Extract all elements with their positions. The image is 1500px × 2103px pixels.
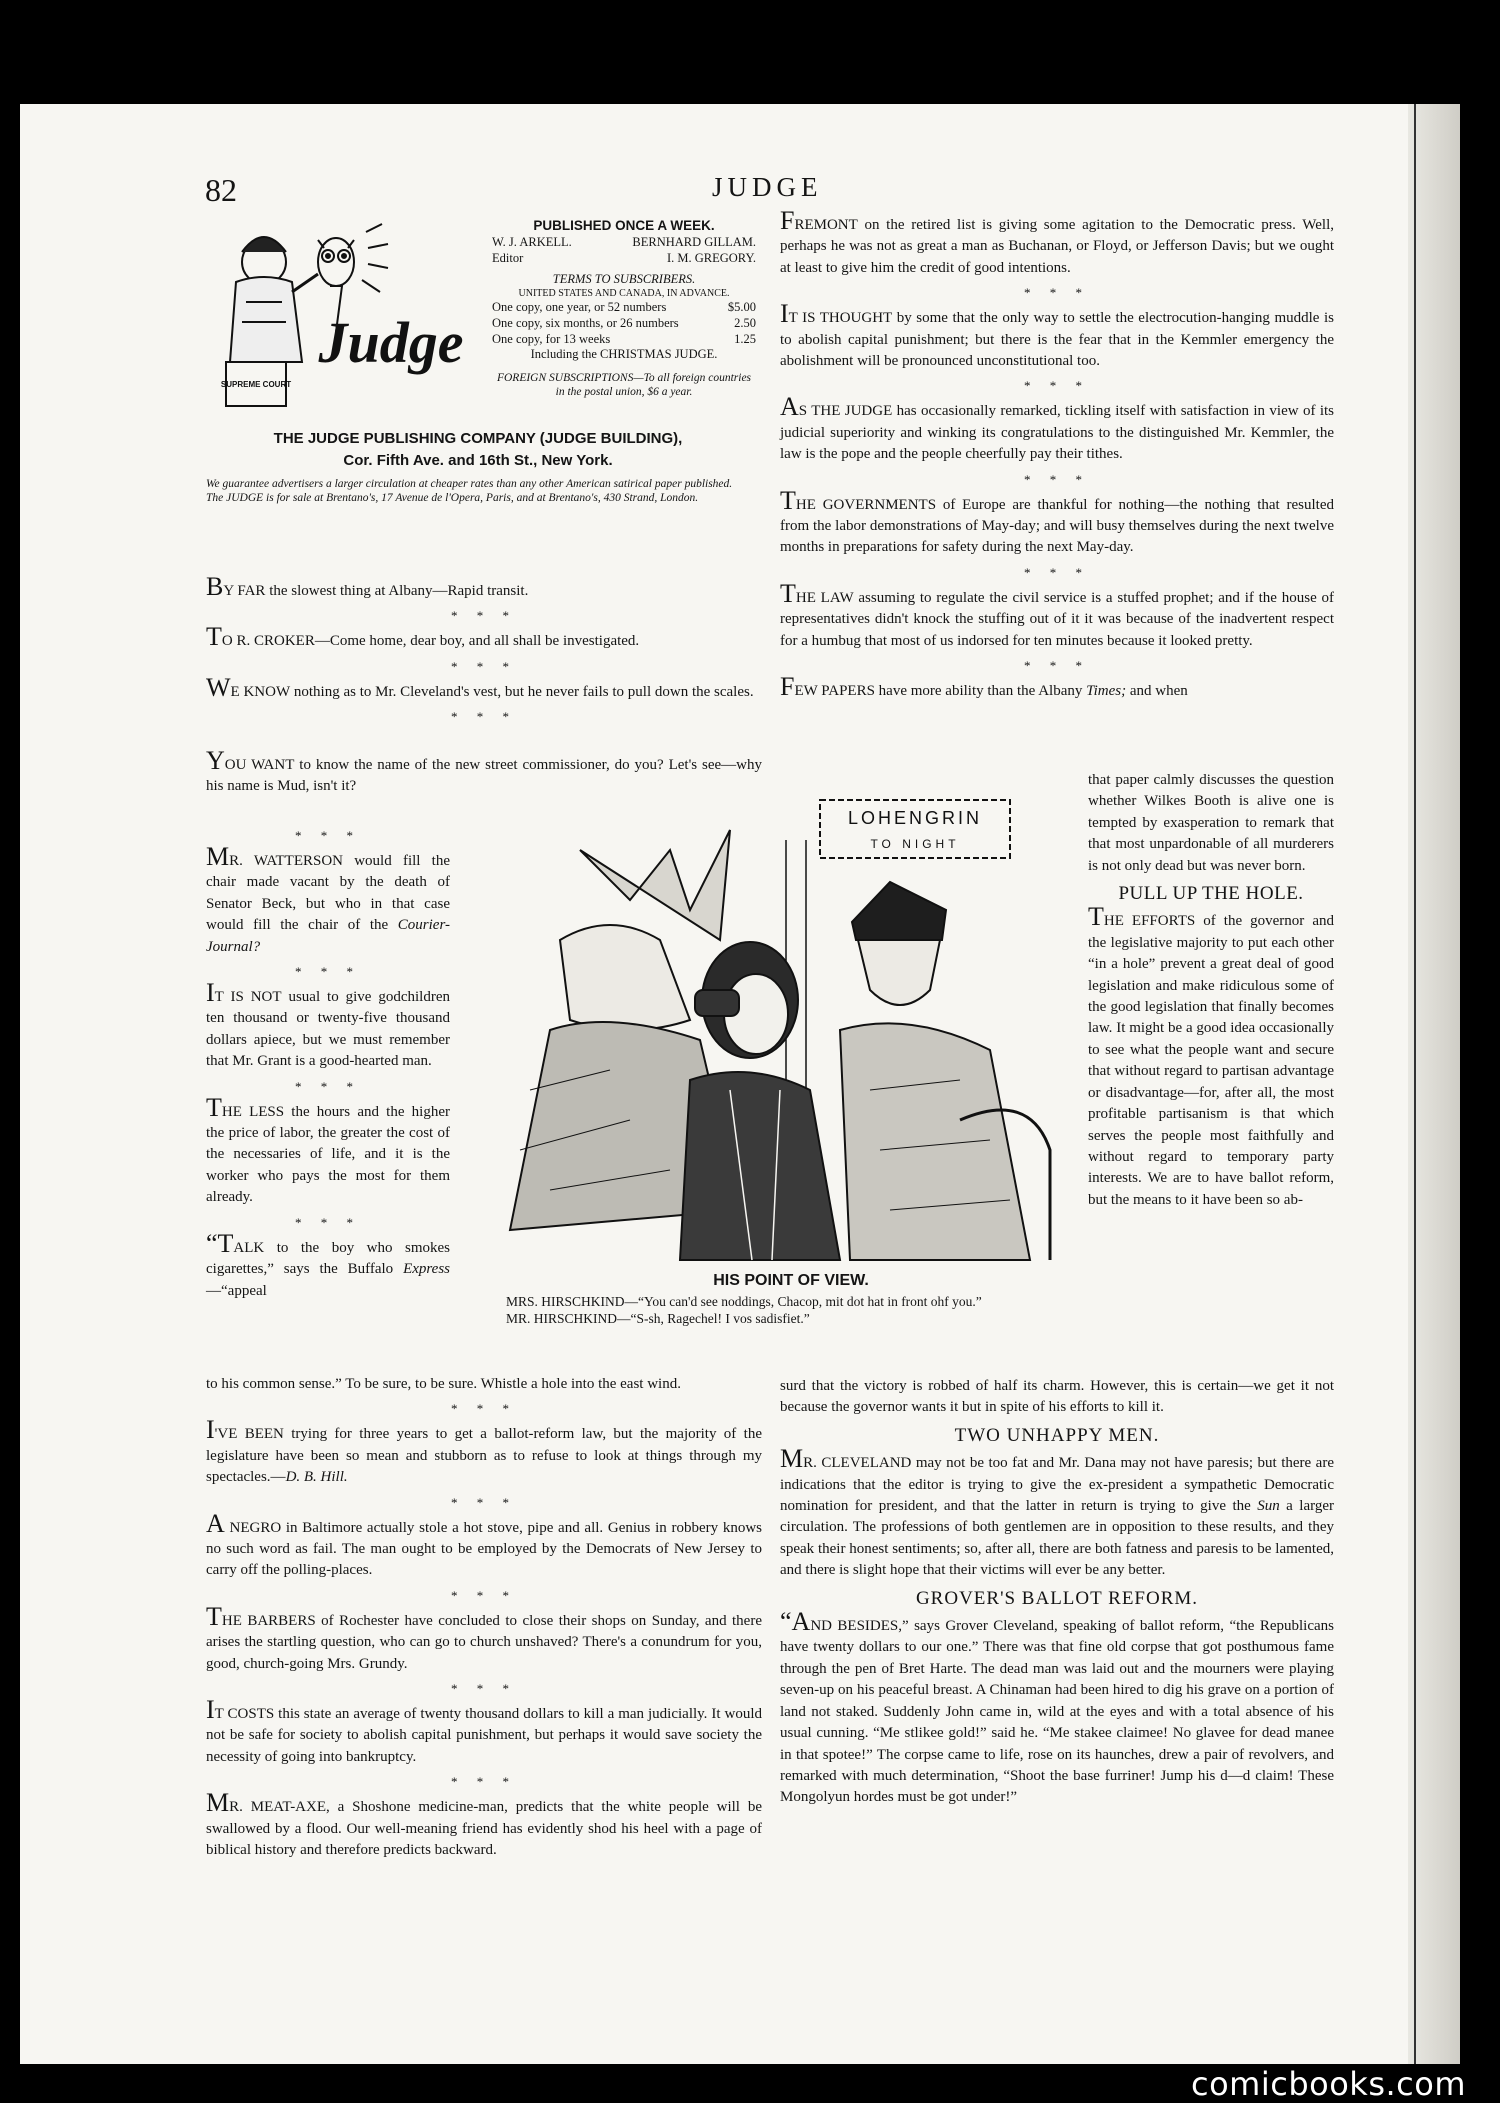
item-croker: TO R. CROKER—Come home, dear boy, and all shall be investigated. [206, 622, 640, 652]
item-grovers-ballot-reform: “AND BESIDES,” says Grover Cleveland, speaking of ballot reform, “the Republicans have twenty dollars to our one.” There was that fine old corpse that got posthumous fame through the pen of Bret Harte. The dead man was laid out and the mourners were playing seven-up on his peaceful breast. A Chinaman had been hired to dig his grave on a portion of land not staked. Suddenly John came in, wild at the eyes and with a total absence of his usual cunning. “Me stlikee gold!” said he. “Me stakee claimee! No glavee for dead manee in that spotee!” The corpse came to life, rose on its haunches, drew a pair of revolvers, and remarked with much determination, “Shoot the base furriner! Jump his d—d claim! These Mongolyun hordes must be got under!” [780, 1607, 1335, 1806]
item-pull-up-the-hole-cont: surd that the victory is robbed of half its charm. However, this is certain—we get it not because the governor wants it but in spite of his efforts to kill it. [780, 1378, 1334, 1416]
separator-stars: * * * [1024, 378, 1090, 394]
crate-label: SUPREME COURT [220, 380, 292, 389]
item-governments: THE GOVERNMENTS of Europe are thankful for nothing—the nothing that resulted from the labor demonstrations of May-day; and will busy themselves during the next twelve months in preparations for safety during the next May-day. [780, 485, 1334, 556]
separator-stars: * * * [451, 1494, 517, 1510]
item-civil-service: THE LAW assuming to regulate the civil service is a stuffed prophet; and if the house of representatives didn't knock the stuffing out of it it was because of the inadvertent respect for a humbug that most of us indorsed for ten minutes because it looked pretty. [780, 578, 1335, 649]
heading-pull-up-the-hole: PULL UP THE HOLE. [1118, 883, 1304, 905]
separator-stars: * * * [451, 658, 517, 674]
separator-stars: * * * [451, 1681, 517, 1697]
terms-advance: UNITED STATES AND CANADA, IN ADVANCE. [518, 287, 730, 299]
item-fremont: FREMONT on the retired list is giving some agitation to the Democratic press. Well, perhaps he was not as great a man as Buchanan, or Floyd, or Jefferson Davis; but we ought at least to give him the credit of good intentions. [780, 206, 1334, 276]
cartoon-caption [506, 1272, 1076, 1327]
publication-frequency: PUBLISHED ONCE A WEEK. [533, 218, 715, 233]
caption-line-mrs: MRS. HIRSCHKIND—“You can'd see noddings, Chacop, mit dot hat in front ohf you.” [506, 1294, 982, 1309]
item-ballot-hill: I'VE BEEN trying for three years to get a ballot-reform law, but the majority of the legislature have been so mean and stubborn as to refuse to look at things through my spectacles.—D. B. Hill. [206, 1415, 762, 1486]
item-rapid-transit: BY FAR the slowest thing at Albany—Rapid transit. [206, 572, 529, 601]
item-labor: THE LESS the hours and the higher the price of labor, the greater the cost of the necessaries of life, and it is the worker who pays the most for them already. [206, 1092, 450, 1206]
heading-grovers-ballot-reform: GROVER'S BALLOT REFORM. [915, 1587, 1199, 1609]
cartoon-his-point-of-view [490, 790, 1072, 1280]
separator-stars: * * * [295, 828, 361, 843]
rate-six: 2.50 [734, 315, 756, 330]
judge-logo-text: Judge [318, 310, 464, 375]
item-few-papers: FEW PAPERS have more ability than the Albany Times; and when [780, 672, 1188, 702]
item-stove: A NEGRO in Baltimore actually stole a hot stove, pipe and all. Genius in robbery knows no such word as fail. The man ought to be employed by the Democrats of New Jersey to carry off the polling-places. [206, 1508, 762, 1579]
subscription-box [492, 218, 756, 400]
notice-guarantee: We guarantee advertisers a larger circulation at cheaper rates than any other American satirical paper published. [206, 478, 733, 490]
separator-stars: * * * [451, 1774, 517, 1790]
heading-two-unhappy-men: TWO UNHAPPY MEN. [954, 1424, 1160, 1446]
item-capital-punishment: IT COSTS this state an average of twenty thousand dollars to kill a man judicially. It would not be safe for society to abolish capital punishment, but perhaps it would save society the necessity of going into bankruptcy. [206, 1695, 762, 1765]
separator-stars: * * * [1024, 564, 1090, 580]
item-godchildren: IT IS NOT usual to give godchildren ten thousand or twenty-five thousand dollars apiece, but we must remember that Mr. Grant is a good-hearted man. [206, 978, 450, 1070]
item-cleveland-vest: WE KNOW nothing as to Mr. Cleveland's vest, but he never fails to pull down the scales. [206, 672, 754, 702]
separator-stars: * * * [451, 709, 517, 725]
left-column-bottom [206, 1374, 762, 1868]
right-column-bottom [780, 1376, 1334, 1815]
publisher-arkell: W. J. ARKELL. [492, 234, 572, 249]
separator-stars: * * * [451, 608, 517, 624]
separator-stars: * * * [1024, 471, 1090, 487]
rate-thirteen: 1.25 [734, 331, 756, 346]
item-meat-axe: MR. MEAT-AXE, a Shoshone medicine-man, predicts that the white people will be swallowed by a flood. Our well-meaning friend has evidently shod his heel with a page of biblical history and therefore predicts backward. [206, 1788, 762, 1859]
right-column-top [780, 206, 1335, 709]
notice-sales: The JUDGE is for sale at Brentano's, 17 Avenue de l'Opera, Paris, and at Brentano's, 430 Strand, London. [206, 491, 699, 504]
separator-stars: * * * [451, 1587, 517, 1603]
christmas-note: Including the CHRISTMAS JUDGE. [530, 347, 718, 362]
item-pull-up-the-hole: THE EFFORTS of the governor and the legislative majority to put each other “in a hole” prevent a great deal of good legislation and make ridiculous some of the good legislation that finally becomes law. It might be a good idea occasionally to see what the people want and secure that without regard to partisan advantage or disadvantage—for, after all, the most profitable partisanism is that which serves the people most faithfully and without regard to temporary party interests. We are to have ballot reform, but the means to it have been so ab- [1088, 902, 1334, 1208]
page-spine [1408, 104, 1460, 2064]
publisher-gregory: I. M. GREGORY. [666, 250, 756, 265]
item-electrocution: IT IS THOUGHT by some that the only way to settle the electrocution-hanging muddle is to abolish capital punishment; but there is the fear that in the Kemmler emergency the abolishment will be pronounced unconstitutional too. [780, 299, 1334, 370]
separator-stars: * * * [451, 1401, 517, 1417]
sign-lohengrin: LOHENGRIN [847, 808, 983, 828]
left-column-narrow [206, 826, 450, 1308]
right-column-narrow [1088, 770, 1334, 1217]
item-watterson: MR. WATTERSON would fill the chair made vacant by the death of Senator Beck, but who in that case would fill the chair of the Courier-Journal? [206, 842, 450, 955]
separator-stars: * * * [1024, 658, 1090, 674]
item-barbers: THE BARBERS of Rochester have concluded to close their shops on Sunday, and there arises the startling question, who can go to church unshaved? There's a conundrum for you, good, church-going Mrs. Grundy. [206, 1601, 762, 1672]
rate-six-label: One copy, six months, or 26 numbers [492, 315, 679, 330]
separator-stars: * * * [295, 964, 361, 980]
editor-label: Editor [492, 250, 524, 265]
item-cigarettes: “TALK to the boy who smokes cigarettes,” says the Buffalo Express—“appeal [206, 1228, 450, 1299]
terms-heading: TERMS TO SUBSCRIBERS. [552, 272, 696, 287]
separator-stars: * * * [295, 1214, 361, 1230]
site-watermark: comicbooks.com [1190, 2065, 1466, 2103]
company-name: THE JUDGE PUBLISHING COMPANY (JUDGE BUILDING), [273, 430, 683, 447]
page-number: 82 [205, 172, 237, 208]
advertiser-notice [206, 478, 758, 506]
separator-stars: * * * [295, 1078, 361, 1094]
sign-tonight: TO NIGHT [870, 837, 960, 851]
item-few-papers-cont: that paper calmly discusses the question whether Wilkes Booth is alive one is tempted by exasperation to remark that that most unpardonable of all murderers is not only dead but was never born. [1088, 772, 1334, 874]
company-address: Cor. Fifth Ave. and 16th St., New York. [343, 451, 613, 469]
judge-masthead-illustration [206, 212, 490, 424]
rate-year-label: One copy, one year, or 52 numbers [492, 300, 667, 315]
separator-stars: * * * [1024, 285, 1090, 301]
item-street-commissioner-top: YOU WANT to know the name of the new street commissioner, do you? Let's see—why his name is Mud, isn't it? [206, 746, 763, 795]
item-two-unhappy-men: MR. CLEVELAND may not be too fat and Mr. Dana may not have paresis; but there are indications that the editor is trying to give the ex-president a sympathetic Democratic nomination for president, and that the latter in return is trying to give the Sun a larger circulation. The professions of both gentlemen are in opposition to these results, and they speak their honest sentiments; so, after all, there are both fatness and paresis to be lamented, and there is slight hope that their victims will ever be any better. [780, 1444, 1334, 1579]
left-column-top [206, 572, 762, 729]
foreign-subscriptions: FOREIGN SUBSCRIPTIONS—To all foreign countries in the postal union, $6 a year. [496, 371, 752, 399]
publisher-gillam: BERNHARD GILLAM. [632, 234, 756, 249]
running-head: JUDGE [712, 172, 823, 202]
cartoon-title: HIS POINT OF VIEW. [713, 1272, 869, 1289]
caption-line-mr: MR. HIRSCHKIND—“S-sh, Ragechel! I vos sadisfiet.” [506, 1311, 810, 1326]
item-cigarettes-cont: to his common sense.” To be sure, to be sure. Whistle a hole into the east wind. [206, 1376, 681, 1392]
rate-thirteen-label: One copy, for 13 weeks [492, 331, 611, 346]
item-judge-pope: AS THE JUDGE has occasionally remarked, tickling itself with satisfaction in view of its judicial superiority and winking its congratulations to the distinguished Mr. Kemmler, the law is the pope and the people cheerfully pay their tithes. [780, 392, 1335, 463]
publisher-block [200, 428, 756, 472]
rate-year: $5.00 [727, 300, 756, 315]
